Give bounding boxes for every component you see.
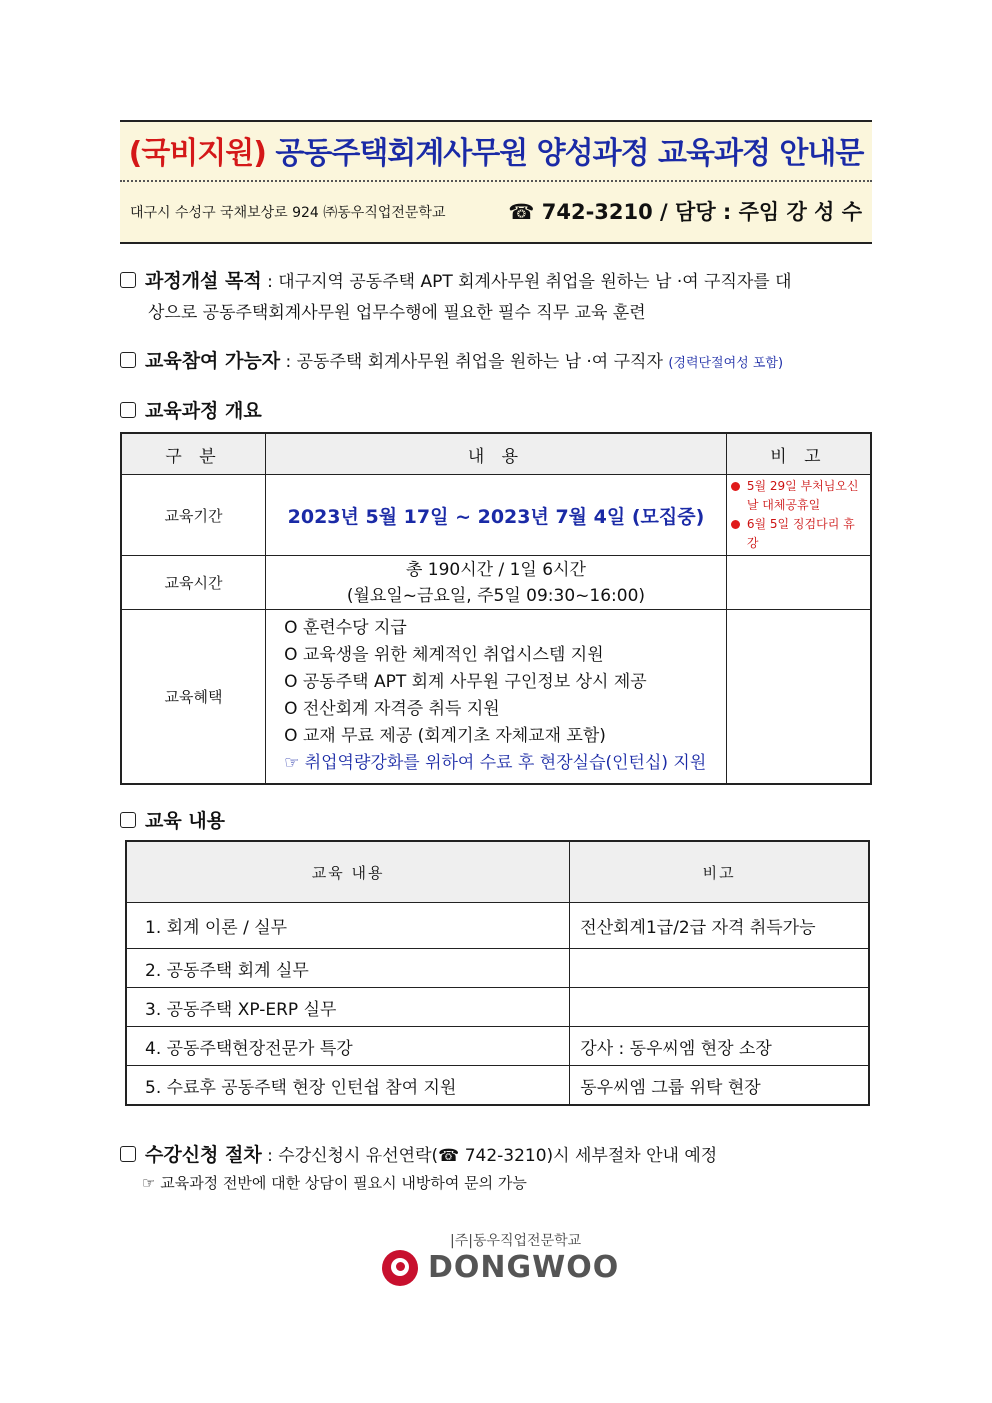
overview-heading: 교육과정 개요 xyxy=(145,400,262,422)
application-heading: 수강신청 절차 xyxy=(145,1144,262,1166)
contact-info: ☎ 742-3210 / 담당 : 주임 강 성 수 xyxy=(508,200,862,224)
checkbox-icon xyxy=(120,272,136,288)
col-category: 구 분 xyxy=(121,433,266,475)
checkbox-icon xyxy=(120,402,136,418)
list-item: O 훈련수당 지급 xyxy=(284,618,407,639)
eligibility-note: (경력단절여성 포함) xyxy=(668,356,784,371)
content-note: 강사 : 동우씨엠 현장 소장 xyxy=(570,1027,869,1066)
col-content: 내 용 xyxy=(266,433,727,475)
table-row xyxy=(121,556,871,610)
content-note: 전산회계1급/2급 자격 취득가능 xyxy=(570,903,869,949)
purpose-text-cont: 상으로 공동주택회계사무원 업무수행에 필요한 필수 직무 교육 훈련 xyxy=(148,303,646,323)
internship-highlight: ☞ 취업역량강화를 위하여 수료 후 현장실습(인턴십) 지원 xyxy=(284,753,707,774)
content-item: 4. 공동주택현장전문가 특강 xyxy=(126,1027,570,1066)
time-note xyxy=(726,556,871,610)
col-content: 교육 내용 xyxy=(126,841,570,903)
content-item: 1. 회계 이론 / 실무 xyxy=(126,903,570,949)
period-label: 교육기간 xyxy=(121,475,266,556)
red-dot-icon xyxy=(731,520,740,529)
logo-brand: DONGWOO xyxy=(428,1250,620,1285)
eligibility-heading: 교육참여 가능자 xyxy=(145,350,281,372)
application-footnote: ☞ 교육과정 전반에 대한 상담이 필요시 내방하여 문의 가능 xyxy=(142,1174,527,1192)
dotted-divider xyxy=(120,180,872,182)
red-dot-icon xyxy=(731,482,740,491)
checkbox-icon xyxy=(120,352,136,368)
title-main: 공동주택회계사무원 양성과정 교육과정 안내문 xyxy=(265,136,864,171)
list-item: O 전산회계 자격증 취득 지원 xyxy=(284,699,500,720)
benefits-list xyxy=(266,610,727,784)
eligibility-text: : 공동주택 회계사무원 취업을 원하는 남 ·여 구직자 xyxy=(280,352,669,372)
content-note xyxy=(570,949,869,988)
content-note xyxy=(570,988,869,1027)
content-item: 2. 공동주택 회계 실무 xyxy=(126,949,570,988)
list-item: O 교재 무료 제공 (회계기초 자체교재 포함) xyxy=(284,726,606,747)
content-heading: 교육 내용 xyxy=(145,810,226,832)
purpose-heading: 과정개설 목적 xyxy=(145,270,262,292)
checkbox-icon xyxy=(120,812,136,828)
address: 대구시 수성구 국채보상로 924 ㈜동우직업전문학교 xyxy=(130,205,446,221)
table-header-row xyxy=(121,433,871,475)
period-value: 2023년 5월 17일 ~ 2023년 7월 4일 (모집중) xyxy=(266,475,727,556)
list-item: O 공동주택 APT 회계 사무원 구인정보 상시 제공 xyxy=(284,672,647,693)
dongwoo-logo xyxy=(382,1230,620,1292)
content-note: 동우씨엠 그룹 위탁 현장 xyxy=(570,1066,869,1106)
application-section xyxy=(120,1140,717,1167)
table-row xyxy=(126,949,869,988)
time-label: 교육시간 xyxy=(121,556,266,610)
content-table xyxy=(125,840,870,1106)
table-row xyxy=(121,475,871,556)
overview-section xyxy=(120,396,262,423)
content-section xyxy=(120,806,225,833)
table-row xyxy=(126,1066,869,1106)
checkbox-icon xyxy=(120,1146,136,1162)
overview-table xyxy=(120,432,872,785)
application-text: : 수강신청시 유선연락(☎ 742-3210)시 세부절차 안내 예정 xyxy=(261,1146,718,1166)
logo-subtitle: |주|동우직업전문학교 xyxy=(450,1233,582,1249)
table-row xyxy=(126,903,869,949)
table-row xyxy=(126,1027,869,1066)
content-item: 5. 수료후 공동주택 현장 인턴쉽 참여 지원 xyxy=(126,1066,570,1106)
page-title xyxy=(120,128,872,172)
table-row xyxy=(121,610,871,784)
col-note: 비고 xyxy=(570,841,869,903)
eligibility-section xyxy=(120,346,783,373)
list-item: O 교육생을 위한 체계적인 취업시스템 지원 xyxy=(284,645,604,666)
note-item: 6월 5일 징검다리 휴강 xyxy=(731,515,866,553)
header-box xyxy=(120,120,872,244)
period-notes xyxy=(726,475,871,556)
table-header-row xyxy=(126,841,869,903)
col-note: 비 고 xyxy=(726,433,871,475)
note-item: 5월 29일 부처님오신날 대체공휴일 xyxy=(731,477,866,515)
table-row xyxy=(126,988,869,1027)
purpose-text: : 대구지역 공동주택 APT 회계사무원 취업을 원하는 남 ·여 구직자를 대 xyxy=(261,272,792,292)
purpose-section xyxy=(120,266,792,293)
title-prefix: (국비지원) xyxy=(128,136,266,171)
logo-mark-icon xyxy=(382,1250,418,1286)
time-value: 총 190시간 / 1일 6시간 (월요일~금요일, 주5일 09:30~16:00) xyxy=(266,556,727,610)
content-item: 3. 공동주택 XP-ERP 실무 xyxy=(126,988,570,1027)
benefits-label: 교육혜택 xyxy=(121,610,266,784)
benefits-note xyxy=(726,610,871,784)
